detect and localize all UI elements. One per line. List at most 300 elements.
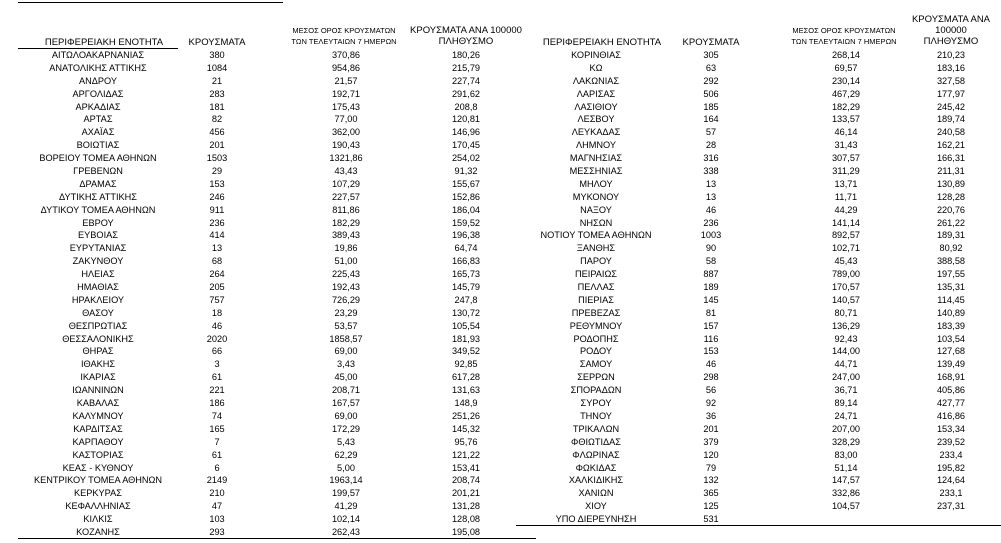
table-row [516,397,1001,410]
cases-cell: 74 [211,410,223,421]
table-row [516,436,1001,449]
table-row [516,474,1001,487]
region-cell: ΡΕΘΥΜΝΟΥ [569,320,623,331]
region-cell: ΣΕΡΡΩΝ [577,372,615,383]
region-cell: ΝΑΞΟΥ [580,204,612,215]
top-border [18,2,283,3]
table-row [18,126,536,139]
region-cell: ΦΩΚΙΔΑΣ [575,462,617,473]
region-cell: ΣΥΡΟΥ [580,398,612,409]
avg-cell: 51,00 [334,256,358,267]
avg-cell: 726,29 [331,294,361,305]
per100k-cell: 247,8 [454,294,478,305]
per100k-cell: 233,1 [939,488,963,499]
avg-cell: 43,43 [334,166,358,177]
avg-cell: 3,43 [337,359,355,370]
cases-cell: 120 [703,449,719,460]
header-per100k [896,14,1001,47]
avg-cell: 77,00 [334,114,358,125]
per100k-cell: 427,77 [936,398,966,409]
cases-cell: 1003 [700,230,722,241]
per100k-cell: 153,41 [451,462,481,473]
avg-cell: 24,71 [834,410,858,421]
region-cell: ΚΑΣΤΟΡΙΑΣ [72,449,124,460]
per100k-cell: 103,54 [936,333,966,344]
avg-cell: 182,29 [831,101,861,112]
header-cases: ΚΡΟΥΣΜΑΤΑ [188,37,246,48]
cases-cell: 293 [209,526,225,537]
cases-cell: 79 [705,462,717,473]
per100k-cell: 240,58 [936,127,966,138]
per100k-cell: 254,02 [451,153,481,164]
per100k-cell: 124,64 [936,475,966,486]
per100k-cell: 135,31 [936,282,966,293]
cases-cell: 103 [209,514,225,525]
per100k-cell: 327,58 [936,75,966,86]
region-cell: ΔΥΤΙΚΗΣ ΑΤΤΙΚΗΣ [59,191,137,202]
region-cell: ΑΡΤΑΣ [83,114,113,125]
region-cell: ΘΗΡΑΣ [82,346,114,357]
region-cell: ΙΚΑΡΙΑΣ [80,372,116,383]
avg-cell: 46,14 [834,127,858,138]
per100k-cell: 197,55 [936,269,966,280]
region-cell: ΑΡΓΟΛΙΔΑΣ [72,88,124,99]
avg-cell: 1858,57 [329,333,363,344]
table-row [516,307,1001,320]
cases-cell: 47 [211,501,223,512]
per100k-cell: 127,68 [936,346,966,357]
per100k-cell: 195,08 [451,526,481,537]
cases-cell: 125 [703,501,719,512]
avg-cell: 102,71 [831,243,861,254]
avg-cell: 11,71 [834,191,858,202]
table-row [516,126,1001,139]
cases-cell: 82 [211,114,223,125]
region-cell: ΤΡΙΚΑΛΩΝ [572,423,620,434]
table-row [516,229,1001,242]
per100k-cell: 208,8 [454,101,478,112]
table-row [18,320,536,333]
table-row [18,462,536,475]
cases-cell: 365 [703,488,719,499]
avg-cell: 5,43 [337,436,355,447]
table-row [18,204,536,217]
per100k-cell: 245,42 [936,101,966,112]
table-row [18,152,536,165]
per100k-cell: 196,38 [451,230,481,241]
table-row [18,345,536,358]
per100k-cell: 180,26 [451,50,481,60]
per100k-cell: 189,74 [936,114,966,125]
table-row [18,333,536,346]
per100k-cell: 92,85 [454,359,478,370]
region-cell: ΔΥΤΙΚΟΥ ΤΟΜΕΑ ΑΘΗΝΩΝ [40,204,156,215]
per100k-cell: 128,08 [451,514,481,525]
avg-cell: 192,43 [331,282,361,293]
table-row [516,113,1001,126]
table-row [516,152,1001,165]
header-per100k-line2: ΠΛΗΘΥΣΜΟ [923,36,979,47]
table-row [516,410,1001,423]
region-cell: ΗΜΑΘΙΑΣ [77,282,119,293]
region-cell: ΓΡΕΒΕΝΩΝ [73,166,123,177]
region-cell: ΛΑΡΙΣΑΣ [576,88,616,99]
region-cell: ΘΕΣΣΑΛΟΝΙΚΗΣ [62,333,134,344]
avg-cell: 208,71 [331,385,361,396]
avg-cell: 45,43 [834,256,858,267]
avg-cell: 92,43 [834,333,858,344]
avg-cell: 5,00 [337,462,355,473]
table-row [18,410,536,423]
cases-cell: 506 [703,88,719,99]
cases-cell: 153 [209,178,225,189]
avg-cell: 307,57 [831,153,861,164]
region-cell: ΕΒΡΟΥ [82,217,114,228]
table-row [18,436,536,449]
table-row [516,462,1001,475]
per100k-cell: 195,82 [936,462,966,473]
region-cell: ΚΑΛΥΜΝΟΥ [72,410,124,421]
per100k-cell: 189,31 [936,230,966,241]
cases-cell: 46 [705,204,717,215]
region-cell: ΛΕΥΚΑΔΑΣ [571,127,621,138]
table-row [516,500,1001,513]
cases-cell: 56 [705,385,717,396]
cases-cell: 116 [703,333,719,344]
region-cell: ΚΕΑΣ - ΚΥΘΝΟΥ [62,462,134,473]
table-row [18,217,536,230]
region-cell: ΑΝΔΡΟΥ [78,75,117,86]
table-row [516,101,1001,114]
cases-cell: 292 [703,75,719,86]
table-row [516,139,1001,152]
region-cell: ΣΠΟΡΑΔΩΝ [570,385,622,396]
cases-cell: 236 [703,217,719,228]
region-cell: ΚΕΡΚΥΡΑΣ [74,488,122,499]
per100k-cell: 177,97 [936,88,966,99]
region-cell: ΑΝΑΤΟΛΙΚΗΣ ΑΤΤΙΚΗΣ [49,62,147,73]
avg-cell: 362,00 [331,127,361,138]
cases-cell: 210 [209,488,225,499]
cases-cell: 21 [211,75,223,86]
cases-cell: 165 [209,423,225,434]
region-cell: ΛΑΣΙΘΙΟΥ [574,101,618,112]
table-row [516,255,1001,268]
region-cell: ΧΙΟΥ [585,501,607,512]
avg-cell: 107,29 [331,178,361,189]
per100k-cell: 211,31 [937,166,965,177]
table-row [18,513,536,526]
region-cell: ΚΩ [589,62,603,73]
table-row [18,255,536,268]
per100k-cell: 166,31 [936,153,966,164]
avg-cell: 51,14 [834,462,858,473]
table-row [516,191,1001,204]
cases-cell: 338 [703,166,719,177]
header-per100k-line1: ΚΡΟΥΣΜΑΤΑ ΑΝΑ 100000 [911,14,991,36]
cases-cell: 18 [211,307,223,318]
table-row [516,204,1001,217]
per100k-cell: 186,04 [451,204,481,215]
table-row [18,281,536,294]
cases-cell: 28 [705,140,717,151]
table-row [18,358,536,371]
avg-cell: 789,00 [831,269,861,280]
cases-cell: 13 [211,243,223,254]
region-cell: ΜΑΓΝΗΣΙΑΣ [569,153,623,164]
region-cell: ΡΟΔΟΥ [579,346,612,357]
cases-cell: 66 [211,346,223,357]
header-avg-line2: ΤΩΝ ΤΕΛΕΥΤΑΙΩΝ 7 ΗΜΕΡΩΝ [291,37,397,46]
cases-cell: 380 [209,50,225,60]
table-row [18,139,536,152]
region-cell: ΚΙΛΚΙΣ [83,514,113,525]
avg-cell: 190,43 [331,140,361,151]
region-cell: ΧΑΛΚΙΔΙΚΗΣ [568,475,624,486]
cases-cell: 7 [214,436,220,447]
right-table-rows [516,49,1001,526]
per100k-cell: 388,58 [936,256,966,267]
region-cell: ΞΑΝΘΗΣ [576,243,616,254]
header-per100k [396,25,536,47]
cases-cell: 68 [211,256,223,267]
per100k-cell: 617,28 [451,372,481,383]
cases-cell: 201 [703,423,719,434]
region-cell: ΗΛΕΙΑΣ [81,269,115,280]
table-row [18,268,536,281]
region-cell: ΑΧΑΪΑΣ [81,127,115,138]
avg-cell: 41,29 [334,501,358,512]
cases-cell: 81 [705,307,717,318]
cases-cell: 246 [209,191,225,202]
table-row [18,229,536,242]
avg-cell: 182,29 [331,217,361,228]
region-cell: ΠΙΕΡΙΑΣ [578,294,614,305]
table-row [516,165,1001,178]
region-cell: ΘΕΣΠΡΩΤΙΑΣ [68,320,128,331]
table-row [516,49,1001,62]
avg-cell: 207,00 [831,423,861,434]
per100k-cell: 114,45 [937,294,965,305]
header-avg-line1: ΜΕΣΟΣ ΟΡΟΣ ΚΡΟΥΣΜΑΤΩΝ [292,26,396,35]
per100k-cell: 251,26 [451,410,481,421]
cases-cell: 132 [703,475,719,486]
avg-cell: 104,57 [831,501,861,512]
cases-cell: 92 [705,398,717,409]
table-row [18,49,536,62]
per100k-cell: 131,28 [451,501,481,512]
per100k-cell: 239,52 [936,436,966,447]
per100k-cell: 261,22 [936,217,966,228]
avg-cell: 811,86 [332,204,360,215]
avg-cell: 31,43 [834,140,858,151]
avg-cell: 83,00 [834,449,858,460]
table-row [18,178,536,191]
region-cell: ΠΑΡΟΥ [580,256,612,267]
per100k-cell: 64,74 [454,243,478,254]
per100k-cell: 162,21 [936,140,966,151]
table-row [18,113,536,126]
per100k-cell: 168,91 [936,372,966,383]
header-region: ΠΕΡΙΦΕΡΕΙΑΚΗ ΕΝΟΤΗΤΑ [44,37,164,48]
cases-cell: 305 [703,50,719,60]
table-row [18,307,536,320]
region-cell: ΚΑΡΠΑΘΟΥ [72,436,124,447]
region-cell: ΛΑΚΩΝΙΑΣ [572,75,620,86]
per100k-cell: 233,4 [939,449,963,460]
region-cell: ΚΕΝΤΡΙΚΟΥ ΤΟΜΕΑ ΑΘΗΝΩΝ [33,475,163,486]
per100k-cell: 91,32 [454,166,478,177]
table-row [516,62,1001,75]
header-region: ΠΕΡΙΦΕΡΕΙΑΚΗ ΕΝΟΤΗΤΑ [542,37,662,48]
per100k-cell: 121,22 [451,449,481,460]
region-cell: ΘΑΣΟΥ [82,307,114,318]
region-cell: ΤΗΝΟΥ [580,410,612,421]
avg-cell: 69,00 [334,410,358,421]
cases-cell: 316 [703,153,719,164]
cases-cell: 6 [214,462,220,473]
cases-cell: 887 [703,269,719,280]
region-cell: ΦΘΙΩΤΙΔΑΣ [570,436,621,447]
per100k-cell: 105,54 [451,320,481,331]
per100k-cell: 291,62 [451,88,481,99]
avg-cell: 140,57 [831,294,861,305]
avg-cell: 89,14 [834,398,858,409]
table-row [516,217,1001,230]
per100k-cell: 183,16 [936,62,966,73]
cases-cell: 90 [705,243,717,254]
per100k-cell: 165,73 [451,269,481,280]
avg-cell: 13,71 [834,178,858,189]
per100k-cell: 155,67 [451,178,481,189]
table-row [516,423,1001,436]
avg-cell: 69,00 [334,346,358,357]
table-row [516,242,1001,255]
per100k-cell: 131,63 [451,385,481,396]
cases-cell: 379 [703,436,719,447]
cases-cell: 2020 [206,333,228,344]
cases-cell: 46 [705,359,717,370]
avg-cell: 23,29 [334,307,358,318]
region-cell: ΕΥΡΥΤΑΝΙΑΣ [69,243,127,254]
per100k-cell: 145,32 [451,423,481,434]
avg-cell: 262,43 [331,526,361,537]
avg-cell: 954,86 [331,62,361,73]
region-cell: ΚΑΡΔΙΤΣΑΣ [73,423,123,434]
table-row [516,371,1001,384]
avg-cell: 227,57 [331,191,361,202]
cases-cell: 201 [209,140,225,151]
table-row [516,333,1001,346]
avg-cell: 45,00 [334,372,358,383]
avg-cell: 389,43 [331,230,361,241]
cases-cell: 456 [209,127,225,138]
avg-cell: 225,43 [331,269,361,280]
per100k-cell: 349,52 [451,346,481,357]
cases-cell: 57 [705,127,717,138]
avg-cell: 144,00 [831,346,861,357]
region-cell: ΑΡΚΑΔΙΑΣ [75,101,121,112]
table-row [18,62,536,75]
cases-cell: 264 [209,269,225,280]
cases-cell: 1503 [206,153,228,164]
table-row [18,242,536,255]
table-row [18,487,536,500]
per100k-cell: 208,74 [451,475,481,486]
region-cell: ΚΟΡΙΝΘΙΑΣ [571,50,621,60]
region-cell: ΡΟΔΟΠΗΣ [573,333,619,344]
cases-cell: 61 [211,372,223,383]
per100k-cell: 166,83 [451,256,481,267]
region-cell: ΝΗΣΩΝ [579,217,613,228]
table-row [516,320,1001,333]
table-row [18,500,536,513]
region-cell: ΙΩΑΝΝΙΝΩΝ [72,385,124,396]
region-cell: ΙΘΑΚΗΣ [80,359,116,370]
cases-cell: 283 [209,88,225,99]
avg-cell: 328,29 [831,436,861,447]
header-avg-line1: ΜΕΣΟΣ ΟΡΟΣ ΚΡΟΥΣΜΑΤΩΝ [792,26,896,35]
table-row [516,345,1001,358]
cases-cell: 189 [703,282,719,293]
cases-cell: 63 [705,62,717,73]
region-cell: ΛΕΣΒΟΥ [577,114,615,125]
region-cell: ΚΕΦΑΛΛΗΝΙΑΣ [65,501,131,512]
cases-cell: 29 [211,166,223,177]
table-row [18,371,536,384]
per100k-cell: 80,92 [939,243,963,254]
table-row [18,75,536,88]
cases-cell: 2149 [206,475,228,486]
table-row [516,88,1001,101]
cases-cell: 185 [703,101,719,112]
cases-cell: 531 [703,514,719,525]
avg-cell: 36,71 [834,385,858,396]
table-row [516,487,1001,500]
per100k-cell: 181,93 [451,333,481,344]
table-row [516,358,1001,371]
region-cell: ΠΕΛΛΑΣ [577,282,615,293]
avg-cell: 192,71 [331,88,361,99]
table-row [18,165,536,178]
table-row [18,101,536,114]
avg-cell: 62,29 [334,449,358,460]
region-cell: ΔΡΑΜΑΣ [79,178,117,189]
cases-cell: 145 [703,294,719,305]
avg-cell: 175,43 [331,101,361,112]
avg-cell: 370,86 [331,50,361,60]
cases-cell: 205 [209,282,225,293]
avg-cell: 199,57 [331,488,361,499]
header-cases: ΚΡΟΥΣΜΑΤΑ [682,37,740,48]
table-row [18,526,536,539]
cases-cell: 298 [703,372,719,383]
per100k-cell: 146,96 [451,127,481,138]
per100k-cell: 210,23 [936,50,966,60]
region-cell: ΗΡΑΚΛΕΙΟΥ [71,294,125,305]
avg-cell: 69,57 [834,62,858,73]
table-row [18,474,536,487]
per100k-cell: 95,76 [454,436,478,447]
per100k-cell: 128,28 [936,191,966,202]
per100k-cell: 130,89 [936,178,966,189]
cases-cell: 414 [209,230,225,241]
header-avg-line2: ΤΩΝ ΤΕΛΕΥΤΑΙΩΝ 7 ΗΜΕΡΩΝ [791,37,897,46]
avg-cell: 172,29 [331,423,361,434]
cases-cell: 36 [705,410,717,421]
cases-cell: 157 [703,320,719,331]
per100k-cell: 153,34 [936,423,966,434]
